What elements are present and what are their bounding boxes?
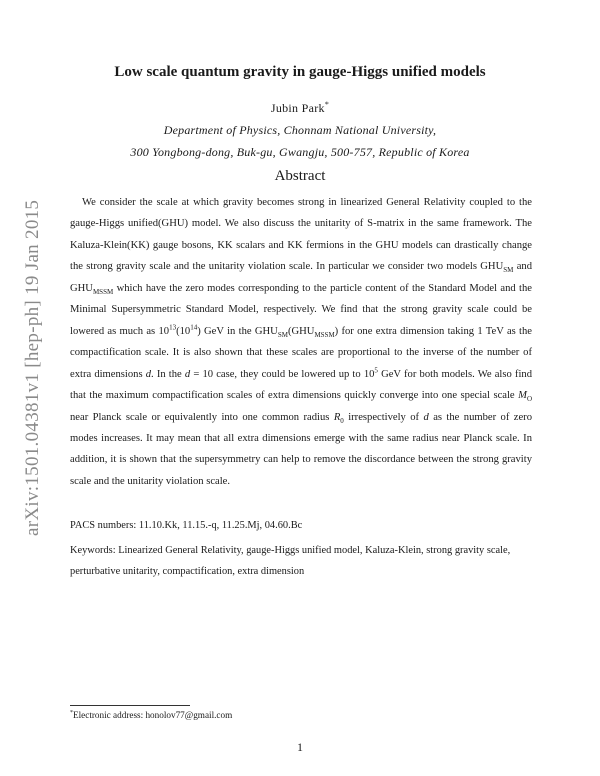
affiliation-department: Department of Physics, Chonnam National University, — [163, 123, 437, 137]
keywords: Keywords: Linearized General Relativity, gauge-Higgs unified model, Kaluza-Klein, strong gravity scale, perturbative unitarity, compactification, extra dimension — [70, 545, 511, 577]
footnote-marker: * — [70, 710, 73, 716]
arxiv-identifier-stamp: arXiv:1501.04381v1 [hep-ph] 19 Jan 2015 — [22, 199, 43, 536]
affiliation-address: 300 Yongbong-dong, Buk-gu, Gwangju, 500-757, Republic of Korea — [130, 145, 470, 159]
footnote-divider — [70, 705, 190, 706]
abstract-heading: Abstract — [274, 168, 326, 184]
abstract-body: We consider the scale at which gravity becomes strong in linearized General Relativity coupled to the gauge-Higgs unified(GHU) model. We also discuss the unitarity of S-matrix in the same framework. The Kaluza-Klein(KK) gauge bosons, KK scalars and KK fermions in the GHU models can drastically change the strong gravity scale and the unitarity violation scale. In particular we consider two models $GHU_{SM}$ and $GHU_{MSSM}$ which have the zero modes corresponding to the particle content of the Standard Model and the Minimal Supersymmetric Standard Model, respectively. We find that the strong gravity scale could be lowered as much as $10^{13}(10^{14})$ GeV in the $GHU_{SM}(GHU_{MSSM})$ for one extra dimension taking 1 TeV as the compactification scale. It is also shown that these scales are proportional to the inverse of the number of extra dimensions d. In the d = 10 case, they could be lowered up to $10^5$ GeV for both models. We also find that the maximum compactification scales of extra dimensions quickly converge into one special scale $M_O$ near Planck scale or equivalently into one common radius $R_0$ irrespectively of d as the number of zero modes increases. It may mean that all extra dimensions emerge with the same radius near Planck scale. In addition, it is shown that the supersymmetry can help to remove the discordance between the strong gravity scale and the unitarity violation scale. — [70, 197, 533, 487]
author-footnote-marker: * — [324, 100, 330, 109]
pacs-numbers: PACS numbers: 11.10.Kk, 11.15.-q, 11.25.Mj, 04.60.Bc — [70, 520, 303, 531]
footnote-text: Electronic address: honolov77@gmail.com — [73, 710, 233, 721]
footnote-email — [70, 710, 232, 720]
author-line — [0, 100, 600, 116]
paper-title: Low scale quantum gravity in gauge-Higgs unified models — [114, 64, 486, 80]
author-name: Jubin Park — [270, 101, 325, 115]
page-number: 1 — [297, 740, 303, 754]
